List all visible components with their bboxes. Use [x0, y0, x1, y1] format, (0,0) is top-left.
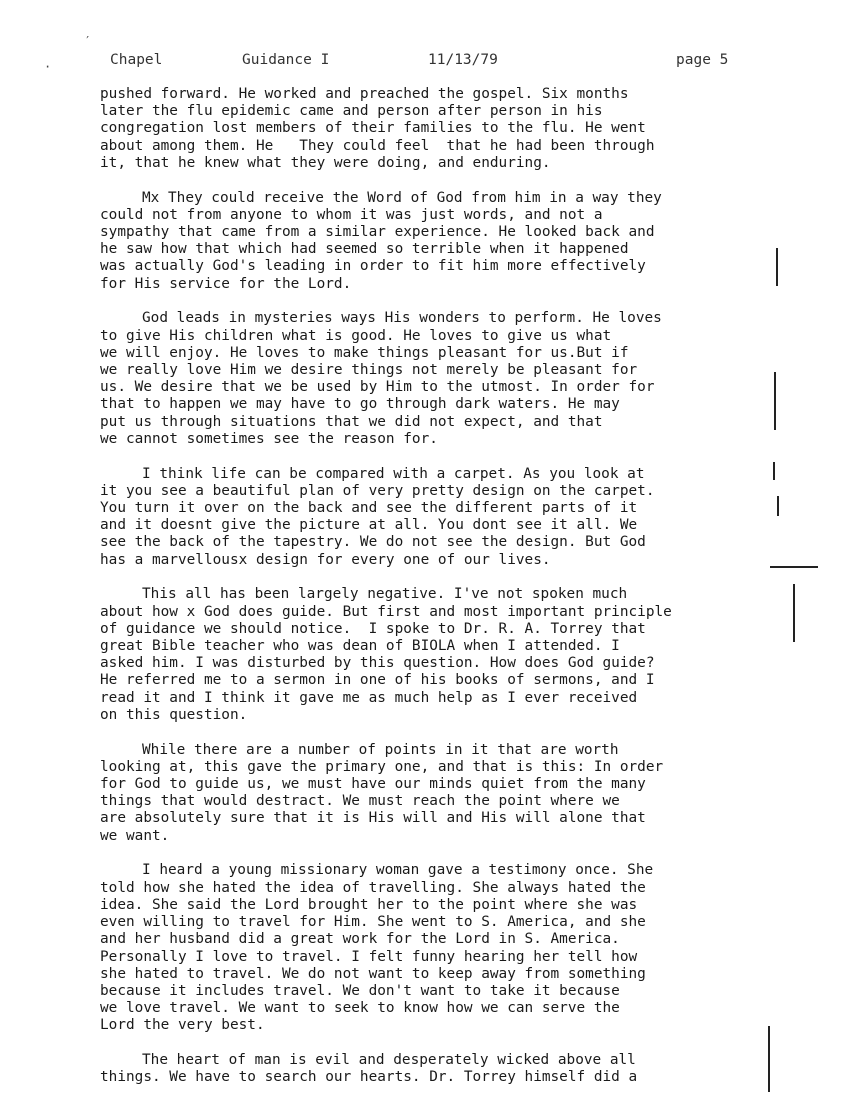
- paragraph: [100, 190, 800, 293]
- margin-line-mark: [777, 496, 779, 516]
- text-line: things that would destract. We must reach the point where we: [100, 793, 620, 810]
- margin-line-mark: [774, 372, 776, 430]
- paragraph: [100, 1052, 800, 1086]
- text-line: it, that he knew what they were doing, and enduring.: [100, 154, 551, 171]
- document-body: [100, 86, 800, 1099]
- margin-dash-mark: [770, 566, 818, 568]
- text-line: she hated to travel. We do not want to keep away from something: [100, 965, 646, 982]
- header-page-number: page 5: [676, 52, 729, 68]
- text-line: on this question.: [100, 706, 248, 723]
- text-line: was actually God's leading in order to fit him more effectively: [100, 258, 646, 275]
- text-line: later the flu epidemic came and person after person in his: [100, 103, 603, 120]
- text-line: about among them. He They could feel that he had been through: [100, 137, 655, 154]
- text-line: put us through situations that we did not expect, and that: [100, 413, 603, 430]
- paragraph: [100, 86, 800, 172]
- text-line: He referred me to a sermon in one of his books of sermons, and I: [100, 672, 655, 689]
- paragraph: [100, 742, 800, 845]
- text-line: congregation lost members of their families to the flu. He went: [100, 120, 646, 137]
- text-line: to give His children what is good. He loves to give us what: [100, 327, 612, 344]
- text-line: looking at, this gave the primary one, and that is this: In order: [100, 758, 664, 775]
- text-line: sympathy that came from a similar experience. He looked back and: [100, 224, 655, 241]
- header-title: Guidance I: [242, 52, 330, 68]
- header-date: 11/13/79: [428, 52, 498, 68]
- text-line: we love travel. We want to seek to know how we can serve the: [100, 1000, 620, 1017]
- page-header: [0, 52, 854, 72]
- text-line: pushed forward. He worked and preached the gospel. Six months: [100, 86, 629, 102]
- margin-line-mark: [793, 584, 795, 642]
- stray-dot-mark: ·: [44, 60, 52, 74]
- paragraph: [100, 310, 800, 448]
- stray-pen-mark: ′: [84, 34, 92, 48]
- text-line: things. We have to search our hearts. Dr. Torrey himself did a: [100, 1069, 638, 1086]
- text-line: idea. She said the Lord brought her to the point where she was: [100, 896, 638, 913]
- text-line: see the back of the tapestry. We do not see the design. But God: [100, 534, 646, 551]
- text-line: Lord the very best.: [100, 1017, 265, 1034]
- text-line: that to happen we may have to go through dark waters. He may: [100, 396, 620, 413]
- text-line: are absolutely sure that it is His will and His will alone that: [100, 810, 646, 827]
- text-line: asked him. I was disturbed by this question. How does God guide?: [100, 655, 655, 672]
- paragraph: [100, 862, 800, 1034]
- text-line: This all has been largely negative. I've not spoken much: [142, 586, 628, 603]
- text-line: I heard a young missionary woman gave a testimony once. She: [142, 862, 654, 879]
- text-line: Personally I love to travel. I felt funny hearing her tell how: [100, 948, 638, 965]
- margin-line-mark: [776, 248, 778, 286]
- text-line: While there are a number of points in it that are worth: [142, 741, 619, 758]
- text-line: great Bible teacher who was dean of BIOLA when I attended. I: [100, 638, 620, 655]
- text-line: Mx They could receive the Word of God from him in a way they: [142, 189, 662, 206]
- text-line: we will enjoy. He loves to make things pleasant for us.But if: [100, 344, 629, 361]
- margin-line-mark: [768, 1026, 770, 1092]
- text-line: we cannot sometimes see the reason for.: [100, 430, 438, 447]
- paragraph: [100, 586, 800, 724]
- text-line: You turn it over on the back and see the different parts of it: [100, 500, 638, 517]
- text-line: The heart of man is evil and desperately wicked above all: [142, 1052, 636, 1069]
- text-line: we want.: [100, 827, 170, 844]
- text-line: and her husband did a great work for the Lord in S. America.: [100, 931, 620, 948]
- text-line: for God to guide us, we must have our minds quiet from the many: [100, 776, 646, 793]
- header-chapel: Chapel: [110, 52, 163, 68]
- text-line: of guidance we should notice. I spoke to Dr. R. A. Torrey that: [100, 620, 646, 637]
- text-line: could not from anyone to whom it was just words, and not a: [100, 206, 603, 223]
- text-line: for His service for the Lord.: [100, 275, 352, 292]
- text-line: God leads in mysteries ways His wonders to perform. He loves: [142, 310, 662, 327]
- paragraph: [100, 466, 800, 569]
- text-line: we really love Him we desire things not merely be pleasant for: [100, 362, 638, 379]
- text-line: told how she hated the idea of travelling. She always hated the: [100, 879, 646, 896]
- text-line: about how x God does guide. But first and most important principle: [100, 603, 672, 620]
- text-line: even willing to travel for Him. She went to S. America, and she: [100, 914, 646, 931]
- margin-line-mark: [773, 462, 775, 480]
- text-line: I think life can be compared with a carpet. As you look at: [142, 465, 645, 482]
- text-line: it you see a beautiful plan of very pretty design on the carpet.: [100, 482, 655, 499]
- text-line: has a marvellousx design for every one of our lives.: [100, 551, 551, 568]
- text-line: us. We desire that we be used by Him to the utmost. In order for: [100, 379, 655, 396]
- text-line: because it includes travel. We don't want to take it because: [100, 982, 620, 999]
- text-line: he saw how that which had seemed so terrible when it happened: [100, 241, 629, 258]
- text-line: read it and I think it gave me as much help as I ever received: [100, 689, 638, 706]
- text-line: and it doesnt give the picture at all. You dont see it all. We: [100, 517, 638, 534]
